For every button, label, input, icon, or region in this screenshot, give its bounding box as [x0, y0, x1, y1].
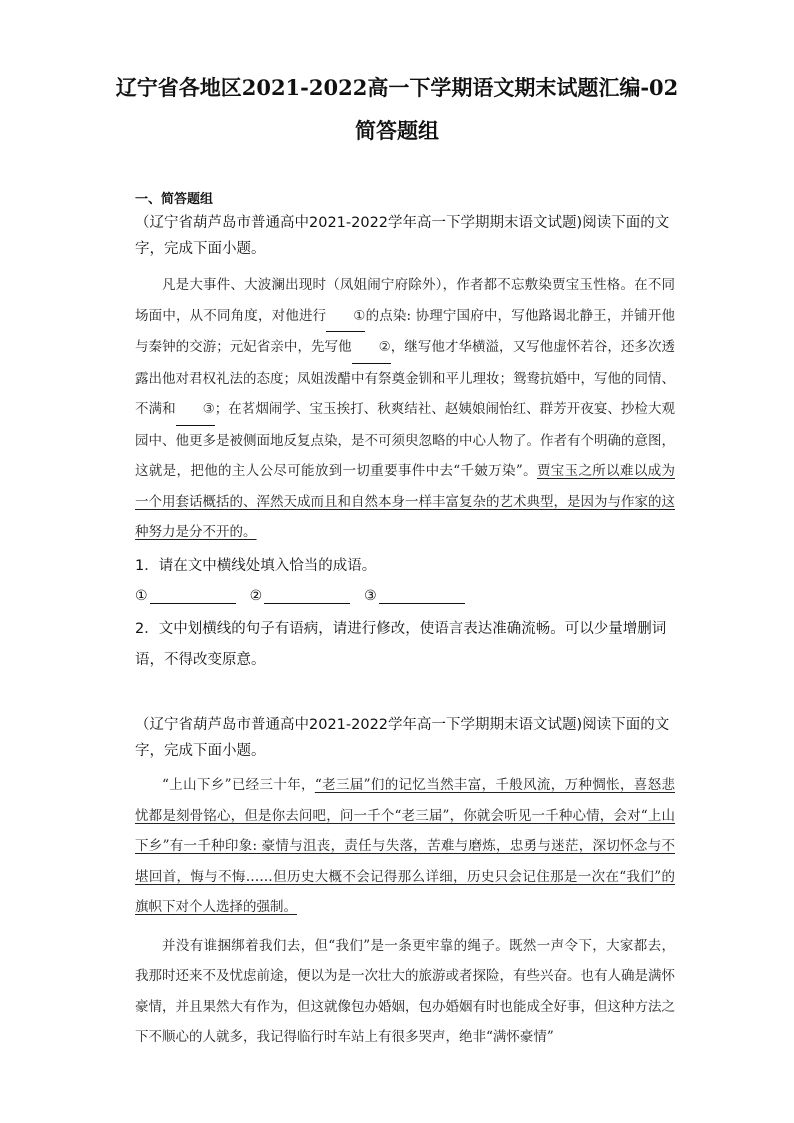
section-heading: 一、简答题组 — [135, 192, 214, 207]
answer-blank-2[interactable] — [250, 588, 351, 604]
answer-line — [150, 589, 236, 604]
question-1: 1．请在文中横线处填入恰当的成语。 — [135, 558, 377, 574]
answer-line — [264, 589, 350, 604]
blank-3: ③ — [176, 394, 215, 426]
question-2: 2．文中划横线的句子有语病，请进行修改，使语言表达准确流畅。可以少量增删词语，不得改变原意。 — [135, 621, 667, 668]
document-title-line2: 简答题组 — [355, 118, 439, 143]
passage-text: 凡是大事件、大波澜出现时（凤姐闹宁府除外），作者都不忘敷染贾宝玉性格。在不同场面中，从不同角度，对他进行 — [135, 277, 675, 324]
document-title-line1: 辽宁省各地区2021-2022高一下学期语文期末试题汇编-02 — [115, 75, 679, 100]
answer-blank-1[interactable] — [135, 588, 236, 604]
passage-text: ，继写他才华横溢，又写他虚怀若谷，还多次透露出他对君权礼法的态度；凤姐泼醋中有祭奠金钏和平儿理妆；鸳鸯抗婚中，写他的同情、不满和 — [135, 339, 676, 417]
group1-intro: （辽宁省葫芦岛市普通高中2021-2022学年高一下学期期末语文试题)阅读下面的文字，完成下面小题。 — [135, 215, 670, 257]
answer-label: ③ — [364, 588, 377, 604]
group1-paragraph — [135, 270, 675, 548]
group2-passage — [135, 770, 675, 1053]
answer-label: ② — [249, 588, 263, 604]
underlined-sentence: “老三届”们的记忆当然丰富，千般风流，万种惆怅，喜怒悲忧都是刻骨铭心，但是你去问吧，问一千个“老三届”，你就会听见一千种心情，会对“上山下乡”有一千种印象: 豪情与沮丧，责任与失落，苦难与磨炼，忠勇与迷茫，深切怀念与不堪回首，悔与不悔……但历史大概不会记得那么详细，历史只会记住那是一次在“我们”的旗帜下对个人选择的强制。 — [135, 777, 675, 915]
passage-text: “上山下乡”已经三十年， — [162, 777, 315, 793]
blank-2: ② — [352, 332, 391, 364]
answer-label: ① — [135, 588, 148, 604]
group1-passage — [135, 270, 675, 548]
group2-paragraph-1 — [135, 770, 675, 923]
passage-text: 的点染: 协理宁国府中，写他路谒北静王，并铺开他与秦钟的交游；元妃省亲中，先写他 — [135, 307, 676, 355]
group2-paragraph-2: 并没有谁捆绑着我们去，但“我们”是一条更牢靠的绳子。既然一声令下，大家都去，我那时还来不及忧虑前途，便以为是一次壮大的旅游或者探险，有些兴奋。也有人确是满怀豪情，并且果然大有作为，但这就像包办婚姻，包办婚姻有时也能成全好事，但这种方法之下不顺心的人就多，我记得临行时车站上有很多哭声，绝非“满怀豪情” — [135, 937, 675, 1045]
answer-blank-3[interactable] — [364, 588, 465, 604]
answer-line — [379, 589, 465, 604]
underlined-sentence: 贾宝玉之所以难以成为一个用套话概括的、浑然天成而且和自然本身一样丰富复杂的艺术典型，是因为与作家的这种努力是分不开的。 — [135, 463, 675, 540]
answer-blanks — [135, 588, 465, 604]
passage-text: ；在茗烟闹学、宝玉挨打、秋爽结社、赵姨娘闹怡红、群芳开夜宴、抄检大观园中、他更多是被侧面地反复点染，是不可须臾忽略的中心人物了。作者有个明确的意图，这就是，把他的主人公尽可能放到一切重要事件中去“千皴万染”。 — [135, 401, 676, 479]
blank-1: ① — [326, 301, 365, 333]
group2-intro: （辽宁省葫芦岛市普通高中2021-2022学年高一下学期期末语文试题)阅读下面的文字，完成下面小题。 — [135, 717, 670, 759]
